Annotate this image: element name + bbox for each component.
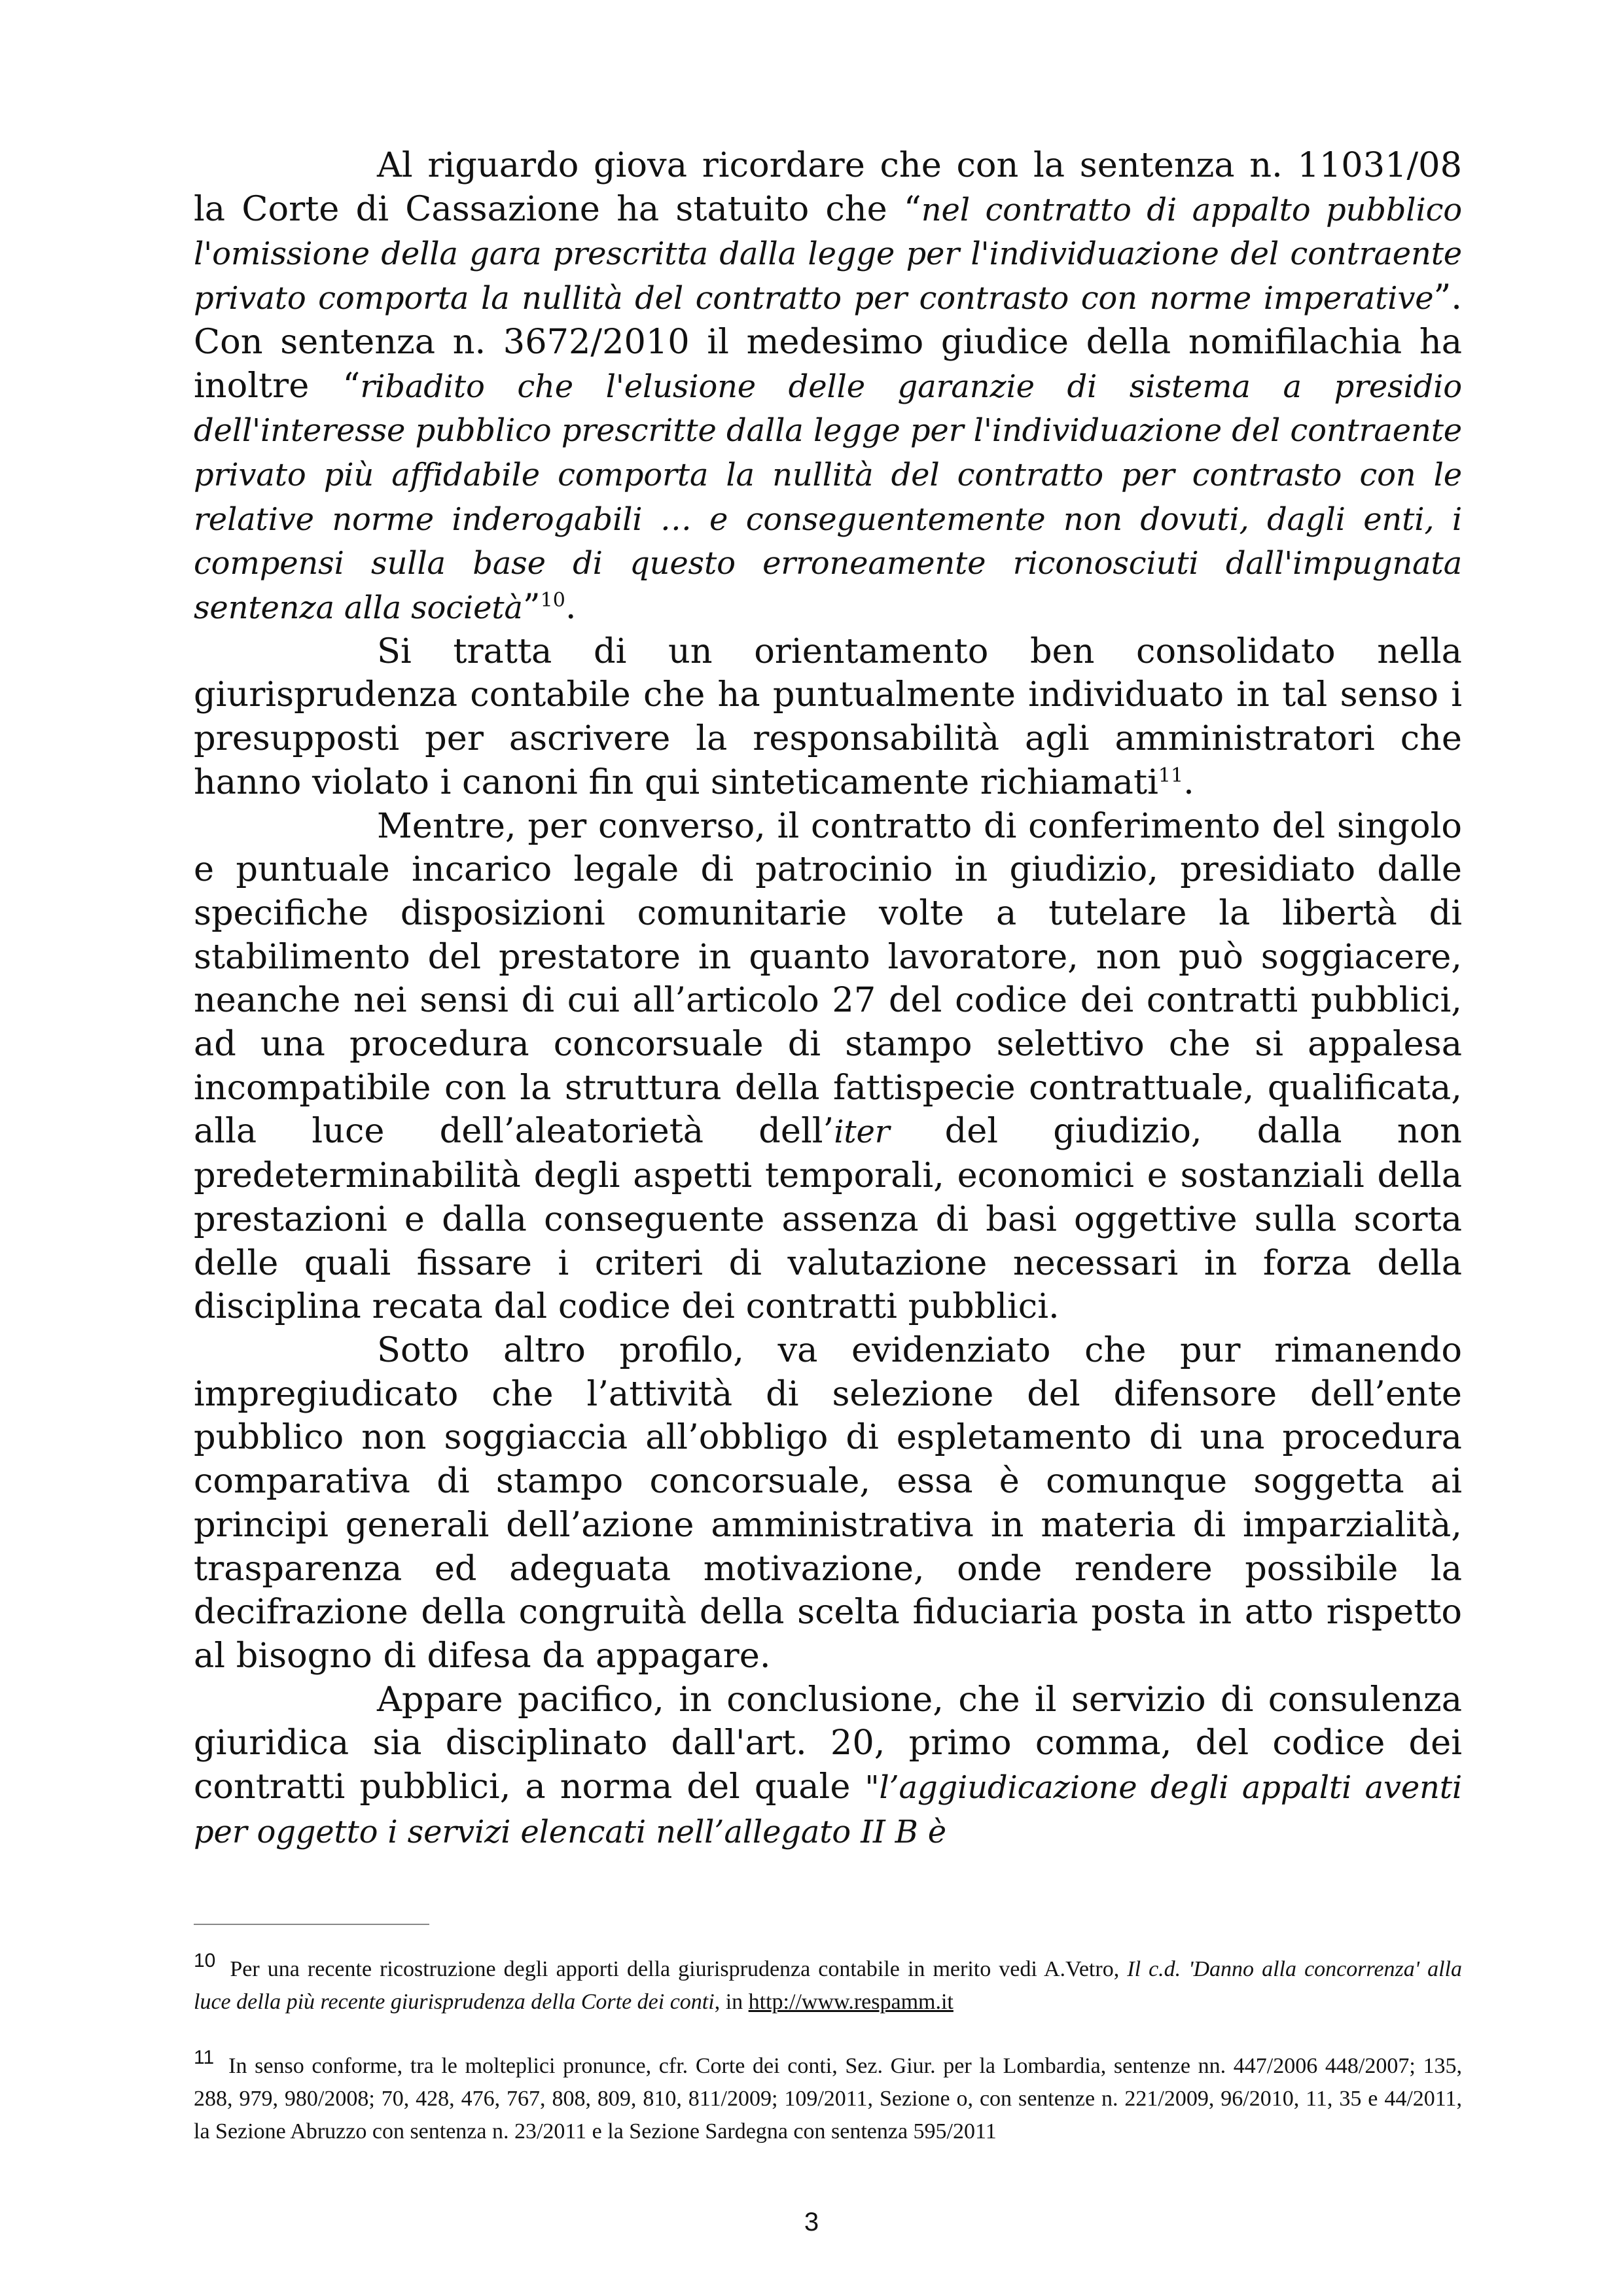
quote-italic: "l’aggiudicazione degli appalti aventi per oggetto i servizi elencati nell’allegato II B è — [194, 1769, 1462, 1850]
paragraph-text: ”. Con sentenza n. 3672/2010 il medesimo giudice della nomifilachia ha inoltre “ — [194, 277, 1462, 406]
footnote-italic: Il c.d. 'Danno alla concorrenza' alla luce della più recente giurisprudenza della Corte dei conti — [194, 1957, 1462, 2014]
paragraph-text: . — [1183, 762, 1194, 802]
footnote-ref-11[interactable]: 11 — [1158, 764, 1184, 787]
quote-italic: ribadito che l'elusione delle garanzie di sistema a presidio dell'interesse pubblico prescritte dalla legge per l'individuazione del contraente privato più affidabile comporta la nullità del contratto per contrasto con le relative norme inderogabili … e conseguentemente non dovuti, dagli enti, i compensi sulla base di questo erroneamente riconosciuti dall'impugnata sentenza alla società — [194, 368, 1462, 627]
paragraph-5 — [194, 1678, 1462, 1854]
quote-italic: nel contratto di appalto pubblico l'omissione della gara prescritta dalla legge per l'individuazione del contraente privato comporta la nullità del contratto per contrasto con norme imperative — [194, 191, 1462, 317]
paragraph-text: del giudizio, dalla non predeterminabilità degli aspetti temporali, economici e sostanziali della prestazioni e dalla conseguente assenza di basi oggettive sulla scorta delle quali fissare i criteri di valutazione necessari in forza della disciplina recata dal codice dei contratti pubblici. — [194, 1111, 1462, 1327]
footnote-ref-10[interactable]: 10 — [540, 589, 565, 612]
paragraph-4: Sotto altro profilo, va evidenziato che pur rimanendo impregiudicato che l’attività di selezione del difensore dell’ente pubblico non soggiaccia all’obbligo di espletamento di una procedura comparativa di stampo concorsuale, essa è comunque soggetta ai principi generali dell’azione amministrativa in materia di imparzialità, trasparenza ed adeguata motivazione, onde rendere possibile la decifrazione della congruità della scelta fiduciaria posta in atto rispetto al bisogno di difesa da appagare. — [194, 1330, 1462, 1676]
footnote-11 — [194, 2047, 1462, 2148]
footnote-separator — [194, 1924, 429, 1925]
paragraph-1 — [194, 144, 1462, 630]
footnote-text: Per una recente ricostruzione degli apporti della giurisprudenza contabile in merito vedi A.Vetro, — [230, 1957, 1128, 1981]
page-body — [194, 144, 1462, 1854]
footnote-10 — [194, 1950, 1462, 2019]
italic-term: iter — [834, 1114, 890, 1151]
page-number: 3 — [804, 2208, 819, 2236]
footnote-number: 11 — [194, 2047, 215, 2068]
paragraph-text: ” — [522, 587, 541, 627]
footnote-number: 10 — [194, 1950, 216, 1971]
footnote-text: , in — [714, 1990, 749, 2014]
footnote-text: In senso conforme, tra le molteplici pronunce, cfr. Corte dei conti, Sez. Giur. per la Lombardia, sentenze nn. 447/2006 448/2007; 135, 288, 979, 980/2008; 70, 428, 476, 767, 808, 809, 810, 811/2009; 109/2011, Sezione o, con sentenze n. 221/2009, 96/2010, 11, 35 e 44/2011, la Sezione Abruzzo con sentenza n. 23/2011 e la Sezione Sardegna con sentenza 595/2011 — [194, 2054, 1462, 2144]
paragraph-text: Al riguardo giova ricordare che con la sentenza n. 11031/08 la Corte di Cassazione ha statuito che “ — [194, 145, 1462, 229]
paragraph-3 — [194, 805, 1462, 1329]
paragraph-2 — [194, 630, 1462, 805]
paragraph-text: . — [565, 587, 577, 627]
paragraph-text: Mentre, per converso, il contratto di conferimento del singolo e puntuale incarico legale di patrocinio in giudizio, presidiato dalle specifiche disposizioni comunitarie volte a tutelare la libertà di stabilimento del prestatore in quanto lavoratore, non può soggiacere, neanche nei sensi di cui all’articolo 27 del codice dei contratti pubblici, ad una procedura concorsuale di stampo selettivo che si appalesa incompatibile con la struttura della fattispecie contrattuale, qualificata, alla luce dell’aleatorietà dell’ — [194, 805, 1462, 1152]
paragraph-text: Si tratta di un orientamento ben consolidato nella giurisprudenza contabile che ha puntualmente individuato in tal senso i presupposti per ascrivere la responsabilità agli amministratori che hanno violato i canoni fin qui sinteticamente richiamati — [194, 631, 1462, 802]
paragraph-text: Appare pacifico, in conclusione, che il servizio di consulenza giuridica sia disciplinato dall'art. 20, primo comma, del codice dei contratti pubblici, a norma del quale — [194, 1679, 1462, 1807]
footnote-link[interactable]: http://www.respamm.it — [748, 1990, 954, 2014]
